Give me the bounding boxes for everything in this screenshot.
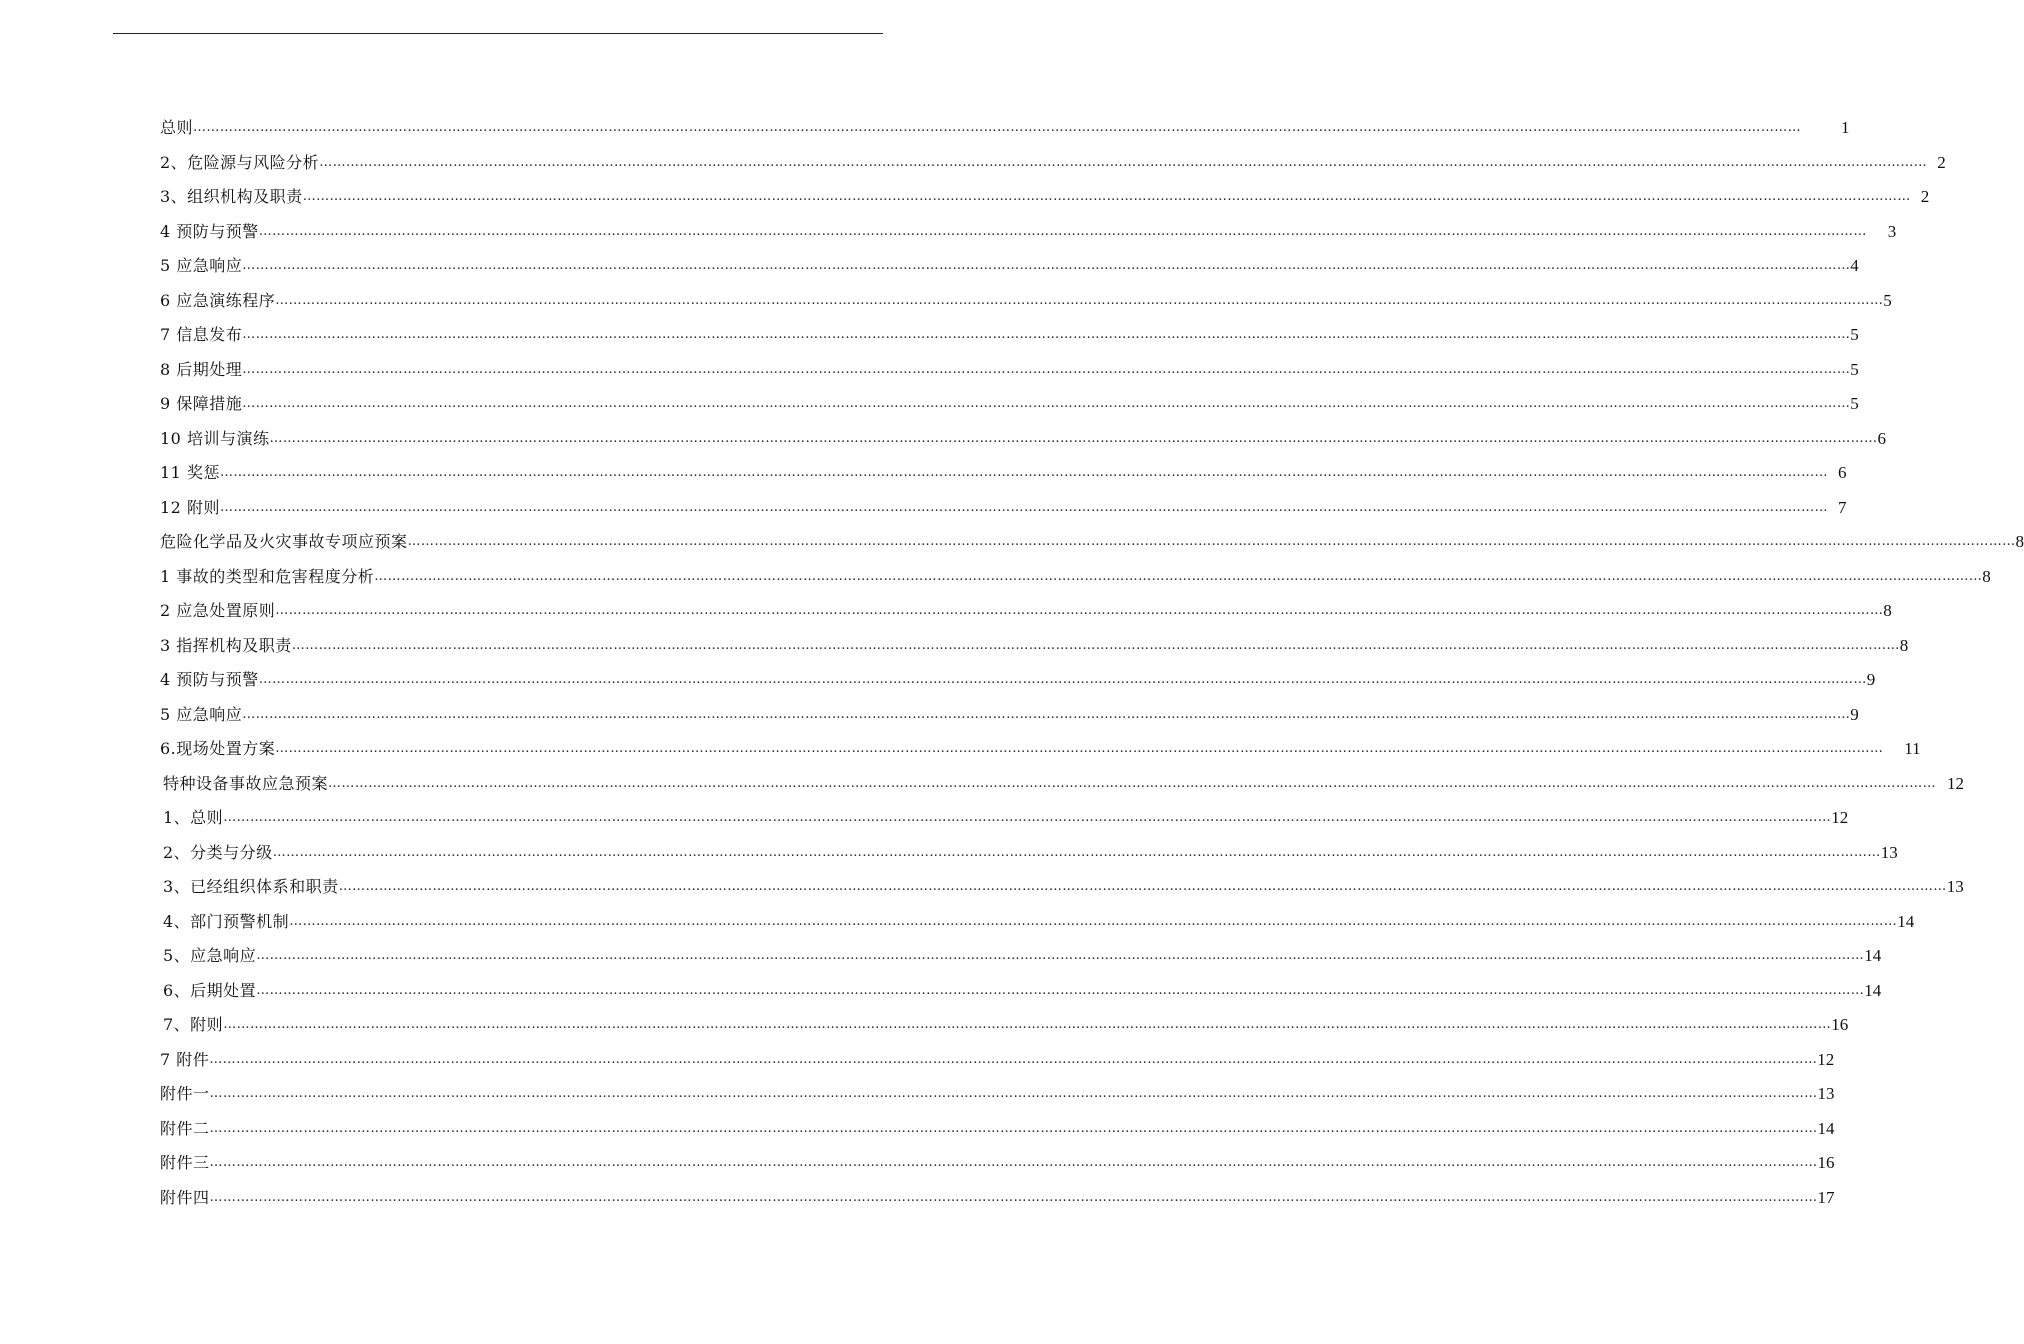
toc-entry-page-number: 16	[1831, 1015, 1849, 1034]
toc-entry-page-number: 2	[1920, 187, 1930, 206]
toc-entry-title: 5、应急响应	[163, 946, 257, 965]
toc-entry-page-number: 12	[1831, 808, 1849, 827]
toc-entry-title: 附件三	[160, 1153, 210, 1172]
toc-entry-page-number: 12	[1817, 1050, 1835, 1069]
toc-entry-title: 总则	[160, 118, 194, 137]
toc-entry-title: 2、分类与分级	[163, 843, 273, 862]
toc-entry-title: 2、危险源与风险分析	[160, 153, 320, 172]
toc-dot-leader: ………………………………………………………………………………………………………………………………………………………………………………………………………………………………………………………………………………………………………………………………	[291, 638, 1900, 653]
toc-entry-title: 5 应急响应	[160, 256, 243, 275]
toc-entry-page-number: 4	[1850, 256, 1859, 275]
toc-dot-leader: ………………………………………………………………………………………………………………………………………………………………………………………………………………………………………………………………………………………………………………………………	[223, 810, 1832, 825]
toc-entry[interactable]	[163, 977, 1882, 1001]
toc-entry-title: 4 预防与预警	[160, 670, 259, 689]
toc-dot-leader: ………………………………………………………………………………………………………………………………………………………………………………………………………………………………………………………………………………………………………………………………	[374, 569, 1983, 584]
toc-entry[interactable]	[163, 942, 1882, 966]
toc-dot-leader: ………………………………………………………………………………………………………………………………………………………………………………………………………………………………………………………………………………………………………………………………	[256, 983, 1865, 998]
toc-dot-leader: ………………………………………………………………………………………………………………………………………………………………………………………………………………………………………………………………………………………………………………………………	[219, 500, 1828, 515]
toc-entry-page-number: 8	[1899, 636, 1909, 655]
toc-entry[interactable]	[160, 1184, 1835, 1208]
toc-entry[interactable]	[160, 1149, 1835, 1173]
toc-entry[interactable]	[160, 114, 1850, 138]
toc-dot-leader: ………………………………………………………………………………………………………………………………………………………………………………………………………………………………………………………………………………………………………………………………	[289, 914, 1898, 929]
toc-entry-page-number: 11	[1904, 739, 1921, 758]
toc-entry[interactable]	[160, 149, 1946, 173]
toc-entry[interactable]	[160, 425, 1886, 449]
toc-entry-page-number: 14	[1897, 912, 1915, 931]
toc-dot-leader: ………………………………………………………………………………………………………………………………………………………………………………………………………………………………………………………………………………………………………………………………	[242, 362, 1851, 377]
toc-entry-page-number: 8	[2015, 532, 2024, 551]
toc-entry[interactable]	[160, 287, 1892, 311]
toc-entry-page-number: 16	[1817, 1153, 1835, 1172]
toc-dot-leader: ………………………………………………………………………………………………………………………………………………………………………………………………………………………………………………………………………………………………………………………………	[223, 1017, 1832, 1032]
toc-dot-leader: ………………………………………………………………………………………………………………………………………………………………………………………………………………………………………………………………………………………………………………………………	[242, 258, 1851, 273]
toc-entry-title: 3、组织机构及职责	[160, 187, 303, 206]
toc-entry[interactable]	[163, 908, 1915, 932]
toc-entry[interactable]	[160, 563, 1991, 587]
toc-entry-page-number: 9	[1850, 705, 1859, 724]
toc-dot-leader: ………………………………………………………………………………………………………………………………………………………………………………………………………………………………………………………………………………………………………………………………	[209, 1155, 1818, 1170]
toc-entry-page-number: 8	[1883, 601, 1892, 620]
toc-entry-title: 危险化学品及火灾事故专项应预案	[160, 532, 408, 551]
toc-dot-leader: ………………………………………………………………………………………………………………………………………………………………………………………………………………………………………………………………………………………………………………………………	[193, 120, 1802, 135]
toc-entry-page-number: 5	[1850, 360, 1859, 379]
toc-dot-leader: ………………………………………………………………………………………………………………………………………………………………………………………………………………………………………………………………………………………………………………………………	[269, 431, 1878, 446]
toc-entry[interactable]	[163, 1011, 1849, 1035]
toc-entry[interactable]	[160, 528, 2024, 552]
toc-entry[interactable]	[163, 873, 1964, 897]
toc-dot-leader: ………………………………………………………………………………………………………………………………………………………………………………………………………………………………………………………………………………………………………………………………	[258, 672, 1867, 687]
toc-dot-leader: ………………………………………………………………………………………………………………………………………………………………………………………………………………………………………………………………………………………………………………………………	[242, 327, 1851, 342]
toc-entry-page-number: 13	[1946, 877, 1964, 896]
toc-entry-title: 9 保障措施	[160, 394, 243, 413]
toc-entry-title: 6、后期处置	[163, 981, 257, 1000]
toc-entry-title: 附件四	[160, 1188, 210, 1207]
toc-dot-leader: ………………………………………………………………………………………………………………………………………………………………………………………………………………………………………………………………………………………………………………………………	[272, 845, 1881, 860]
toc-entry-title: 10 培训与演练	[160, 429, 270, 448]
toc-dot-leader: ………………………………………………………………………………………………………………………………………………………………………………………………………………………………………………………………………………………………………………………………	[256, 948, 1865, 963]
toc-entry-title: 6.现场处置方案	[160, 739, 276, 758]
toc-entry-page-number: 17	[1817, 1188, 1835, 1207]
toc-entry-title: 1 事故的类型和危害程度分析	[160, 567, 375, 586]
toc-entry-title: 4 预防与预警	[160, 222, 259, 241]
toc-dot-leader: ………………………………………………………………………………………………………………………………………………………………………………………………………………………………………………………………………………………………………………………………	[242, 707, 1851, 722]
toc-entry-title: 8 后期处理	[160, 360, 243, 379]
toc-entry[interactable]	[160, 1046, 1835, 1070]
toc-entry-page-number: 13	[1817, 1084, 1835, 1103]
toc-entry[interactable]	[160, 218, 1897, 242]
toc-entry-page-number: 14	[1864, 981, 1882, 1000]
toc-entry[interactable]	[160, 356, 1859, 380]
toc-entry[interactable]	[160, 1115, 1835, 1139]
toc-entry[interactable]	[160, 666, 1876, 690]
toc-entry-page-number: 5	[1850, 325, 1859, 344]
toc-dot-leader: ………………………………………………………………………………………………………………………………………………………………………………………………………………………………………………………………………………………………………………………………	[275, 293, 1884, 308]
toc-entry-title: 12 附则	[160, 498, 220, 517]
toc-entry-page-number: 5	[1883, 291, 1892, 310]
toc-entry-page-number: 8	[1982, 567, 1991, 586]
toc-dot-leader: ………………………………………………………………………………………………………………………………………………………………………………………………………………………………………………………………………………………………………………………………	[338, 879, 1947, 894]
toc-entry-title: 4、部门预警机制	[163, 912, 290, 931]
toc-entry[interactable]	[160, 701, 1859, 725]
toc-entry[interactable]	[160, 252, 1859, 276]
toc-entry-title: 2 应急处置原则	[160, 601, 276, 620]
toc-entry[interactable]	[160, 597, 1892, 621]
toc-entry-title: 3、已经组织体系和职责	[163, 877, 339, 896]
toc-dot-leader: ………………………………………………………………………………………………………………………………………………………………………………………………………………………………………………………………………………………………………………………………	[209, 1190, 1818, 1205]
toc-entry-title: 1、总则	[163, 808, 224, 827]
toc-entry-title: 特种设备事故应急预案	[163, 774, 329, 793]
toc-entry[interactable]	[160, 1080, 1835, 1104]
toc-entry-title: 3 指挥机构及职责	[160, 636, 292, 655]
toc-entry-page-number: 14	[1817, 1119, 1835, 1138]
toc-entry-title: 附件二	[160, 1119, 210, 1138]
toc-entry-title: 附件一	[160, 1084, 210, 1103]
toc-entry-page-number: 12	[1947, 774, 1965, 793]
toc-dot-leader: ………………………………………………………………………………………………………………………………………………………………………………………………………………………………………………………………………………………………………………………………	[209, 1086, 1818, 1101]
toc-dot-leader: ………………………………………………………………………………………………………………………………………………………………………………………………………………………………………………………………………………………………………………………………	[328, 776, 1937, 791]
toc-entry-page-number: 5	[1850, 394, 1859, 413]
toc-entry[interactable]	[160, 390, 1859, 414]
toc-entry-page-number: 2	[1937, 153, 1946, 172]
toc-entry[interactable]	[160, 632, 1909, 656]
toc-entry[interactable]	[163, 770, 1965, 794]
toc-entry-page-number: 3	[1887, 222, 1897, 241]
toc-entry[interactable]	[160, 459, 1847, 483]
toc-dot-leader: ………………………………………………………………………………………………………………………………………………………………………………………………………………………………………………………………………………………………………………………………	[319, 155, 1928, 170]
toc-entry-title: 7 信息发布	[160, 325, 243, 344]
toc-dot-leader: ………………………………………………………………………………………………………………………………………………………………………………………………………………………………………………………………………………………………………………………………	[242, 396, 1851, 411]
toc-entry-title: 5 应急响应	[160, 705, 243, 724]
toc-entry[interactable]	[163, 804, 1849, 828]
toc-entry-page-number: 1	[1841, 118, 1850, 137]
toc-entry[interactable]	[160, 735, 1921, 759]
toc-dot-leader: ………………………………………………………………………………………………………………………………………………………………………………………………………………………………………………………………………………………………………………………………	[302, 189, 1911, 204]
toc-entry[interactable]	[160, 494, 1847, 518]
toc-entry[interactable]	[160, 183, 1930, 207]
toc-dot-leader: ………………………………………………………………………………………………………………………………………………………………………………………………………………………………………………………………………………………………………………………………	[209, 1121, 1818, 1136]
toc-entry-page-number: 6	[1837, 463, 1847, 482]
toc-entry-page-number: 13	[1880, 843, 1898, 862]
toc-entry-title: 6 应急演练程序	[160, 291, 276, 310]
toc-dot-leader: ………………………………………………………………………………………………………………………………………………………………………………………………………………………………………………………………………………………………………………………………	[407, 534, 2016, 549]
toc-dot-leader: ………………………………………………………………………………………………………………………………………………………………………………………………………………………………………………………………………………………………………………………………	[275, 741, 1884, 756]
toc-entry[interactable]	[160, 321, 1859, 345]
toc-dot-leader: ………………………………………………………………………………………………………………………………………………………………………………………………………………………………………………………………………………………………………………………………	[209, 1052, 1818, 1067]
toc-entry-title: 11 奖惩	[160, 463, 220, 482]
toc-entry-title: 7、附则	[163, 1015, 224, 1034]
toc-dot-leader: ………………………………………………………………………………………………………………………………………………………………………………………………………………………………………………………………………………………………………………………………	[258, 224, 1867, 239]
toc-dot-leader: ………………………………………………………………………………………………………………………………………………………………………………………………………………………………………………………………………………………………………………………………	[219, 465, 1828, 480]
toc-entry-title: 7 附件	[160, 1050, 210, 1069]
toc-entry[interactable]	[163, 839, 1898, 863]
toc-dot-leader: ………………………………………………………………………………………………………………………………………………………………………………………………………………………………………………………………………………………………………………………………	[275, 603, 1884, 618]
toc-entry-page-number: 7	[1837, 498, 1847, 517]
toc-entry-page-number: 6	[1877, 429, 1886, 448]
toc-entry-page-number: 9	[1866, 670, 1876, 689]
toc-entry-page-number: 14	[1864, 946, 1882, 965]
